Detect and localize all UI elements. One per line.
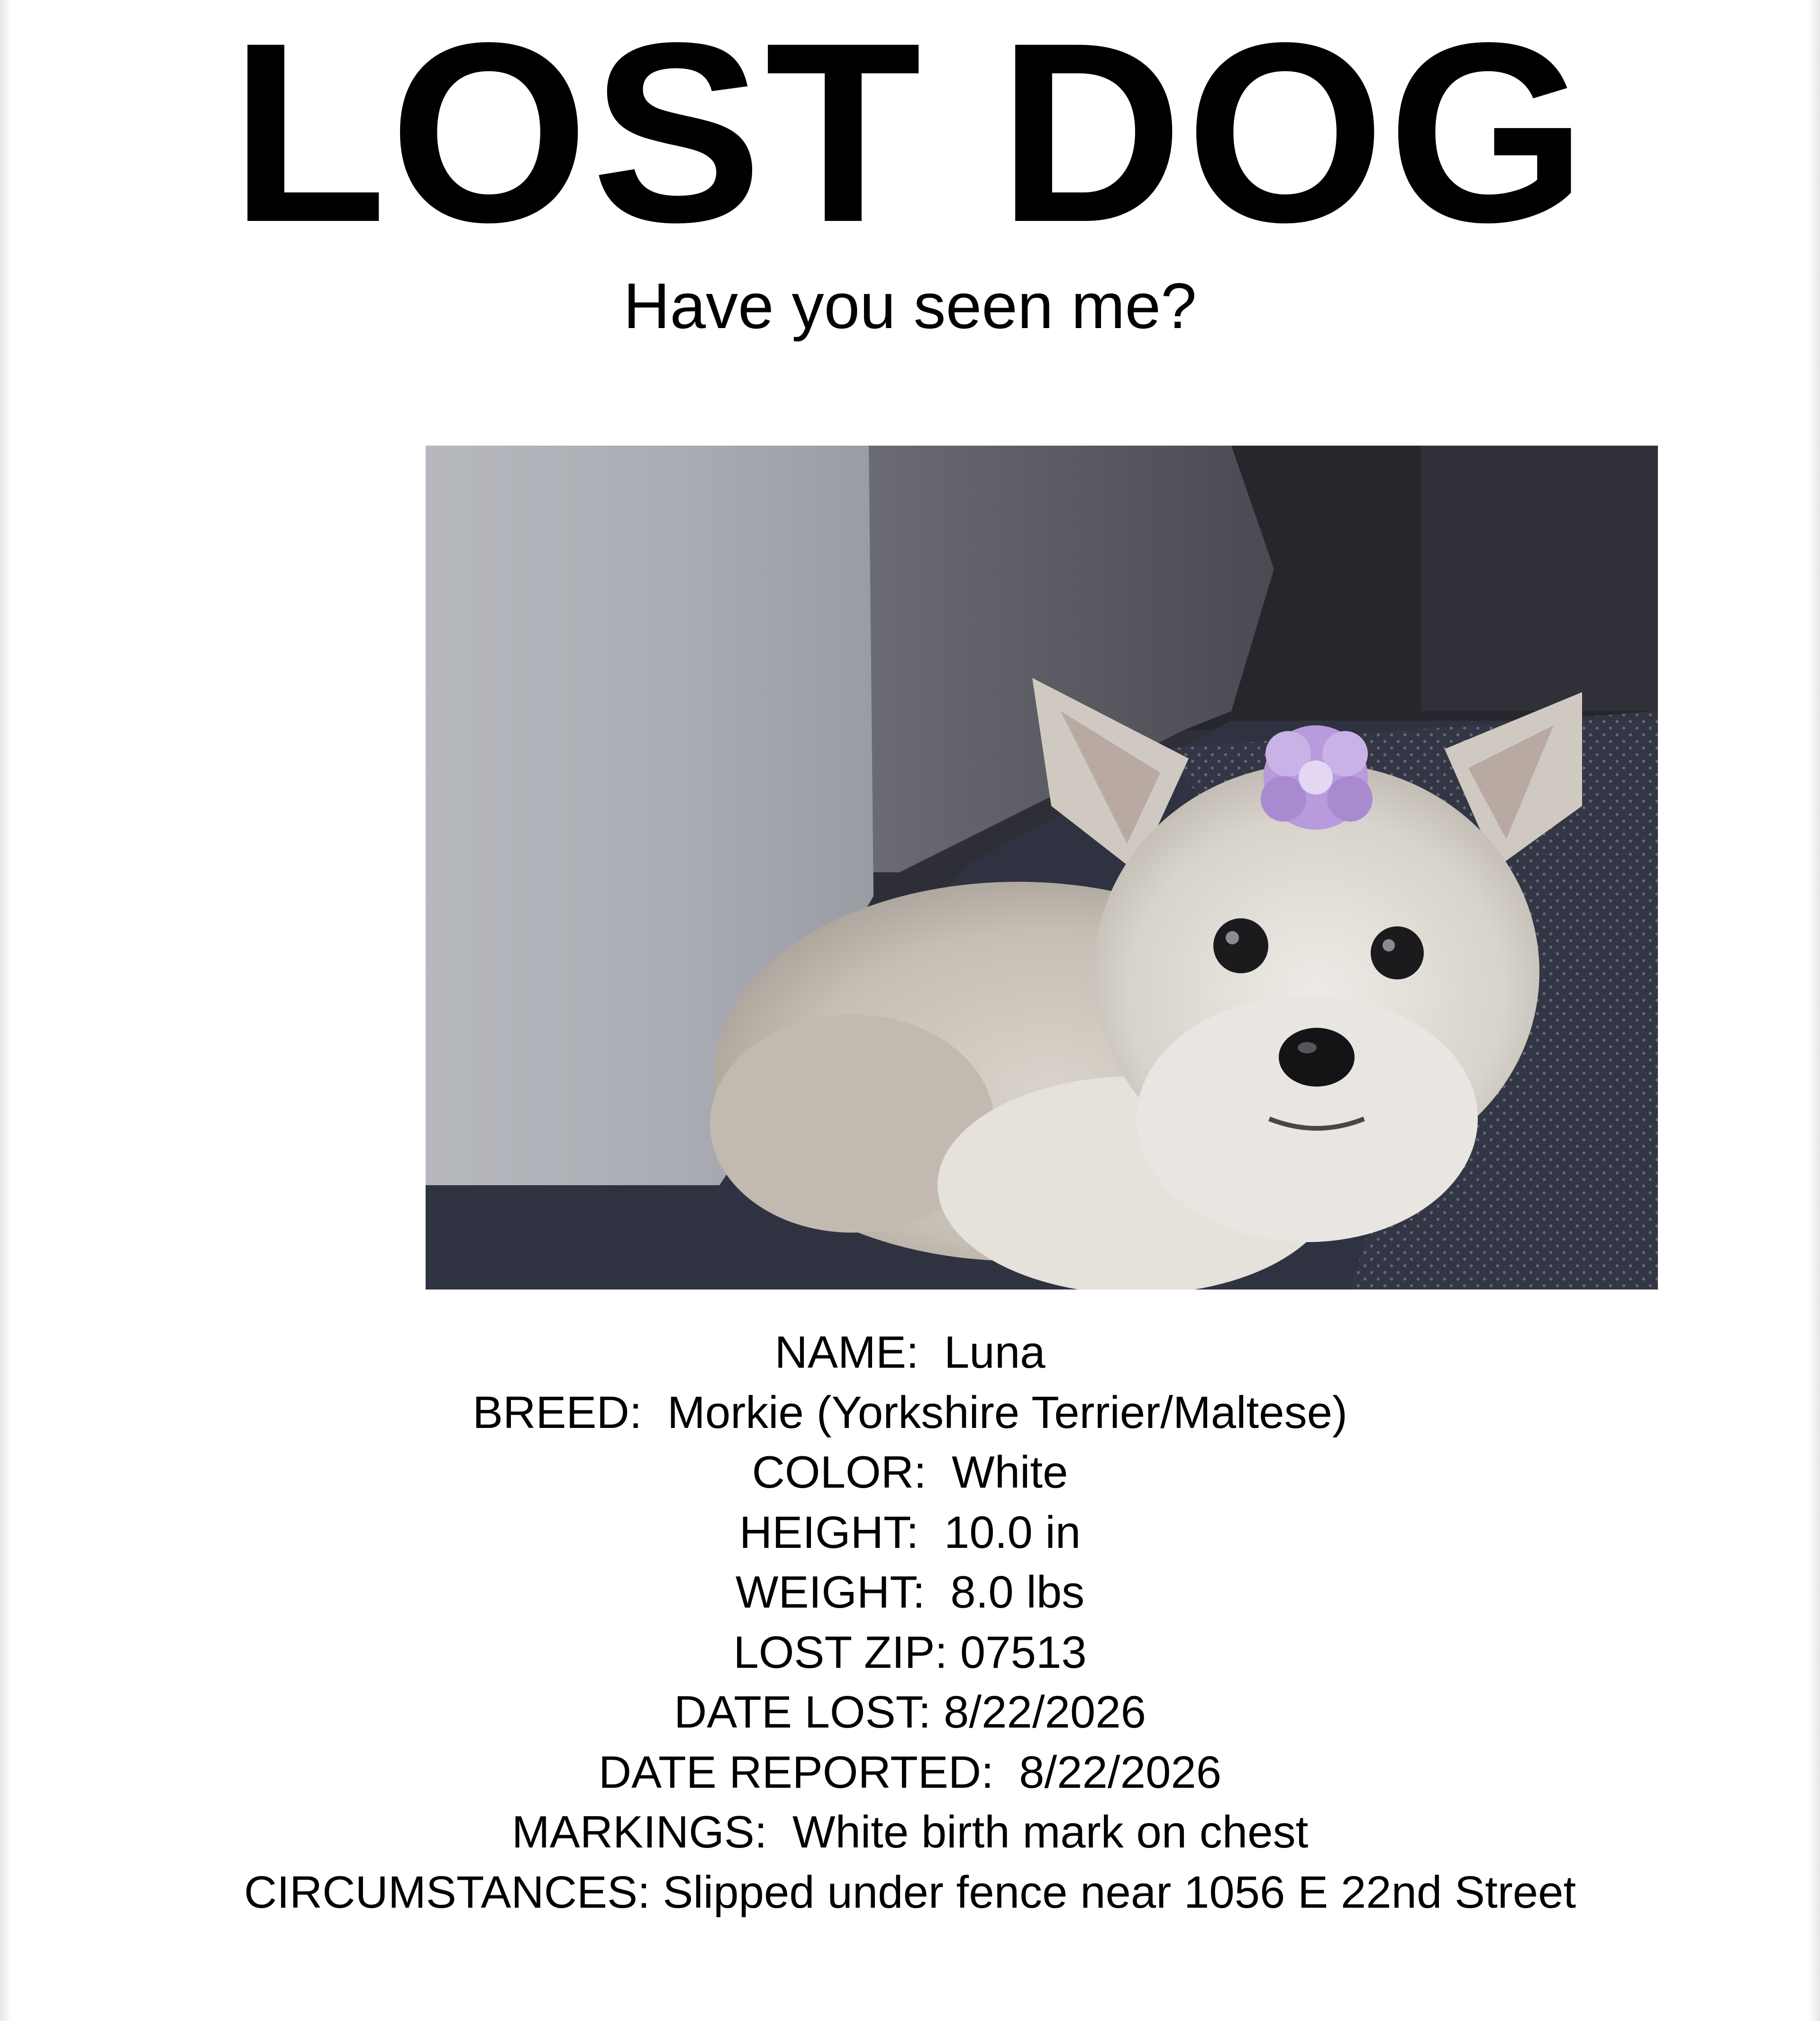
detail-name bbox=[0, 1323, 1820, 1383]
detail-color bbox=[0, 1443, 1820, 1503]
detail-value: 8/22/2026 bbox=[1019, 1747, 1222, 1798]
detail-weight bbox=[0, 1563, 1820, 1623]
detail-label: COLOR: bbox=[752, 1447, 927, 1498]
detail-label: DATE LOST: bbox=[673, 1687, 931, 1738]
detail-lost-zip bbox=[0, 1623, 1820, 1683]
detail-value: 8.0 lbs bbox=[950, 1567, 1085, 1618]
poster-title: LOST DOG bbox=[230, 0, 1590, 275]
detail-label: BREED: bbox=[473, 1387, 642, 1438]
dog-details-list bbox=[0, 1323, 1820, 1922]
detail-value: 07513 bbox=[960, 1627, 1087, 1678]
detail-label: DATE REPORTED: bbox=[598, 1747, 994, 1798]
detail-label: WEIGHT: bbox=[735, 1567, 925, 1618]
detail-value: Morkie (Yorkshire Terrier/Maltese) bbox=[667, 1387, 1347, 1438]
detail-label: HEIGHT: bbox=[739, 1507, 919, 1558]
detail-value: Slipped under fence near 1056 E 22nd Street bbox=[663, 1866, 1576, 1918]
detail-value: White bbox=[952, 1447, 1068, 1498]
detail-value: 10.0 in bbox=[944, 1507, 1081, 1558]
detail-markings bbox=[0, 1802, 1820, 1863]
detail-circumstances bbox=[0, 1863, 1820, 1923]
dog-photo bbox=[426, 446, 1658, 1289]
detail-value: Luna bbox=[944, 1327, 1046, 1378]
hair-bow bbox=[1261, 725, 1373, 830]
poster-subtitle: Have you seen me? bbox=[623, 270, 1197, 342]
detail-value: 8/22/2026 bbox=[943, 1687, 1147, 1738]
detail-date-reported bbox=[0, 1743, 1820, 1803]
detail-breed bbox=[0, 1383, 1820, 1443]
detail-label: LOST ZIP: bbox=[733, 1627, 948, 1678]
detail-label: NAME: bbox=[774, 1327, 919, 1378]
detail-value: White birth mark on chest bbox=[792, 1807, 1309, 1857]
detail-label: MARKINGS: bbox=[511, 1807, 767, 1857]
detail-height bbox=[0, 1503, 1820, 1563]
detail-date-lost bbox=[0, 1683, 1820, 1743]
detail-label: CIRCUMSTANCES: bbox=[244, 1866, 650, 1918]
